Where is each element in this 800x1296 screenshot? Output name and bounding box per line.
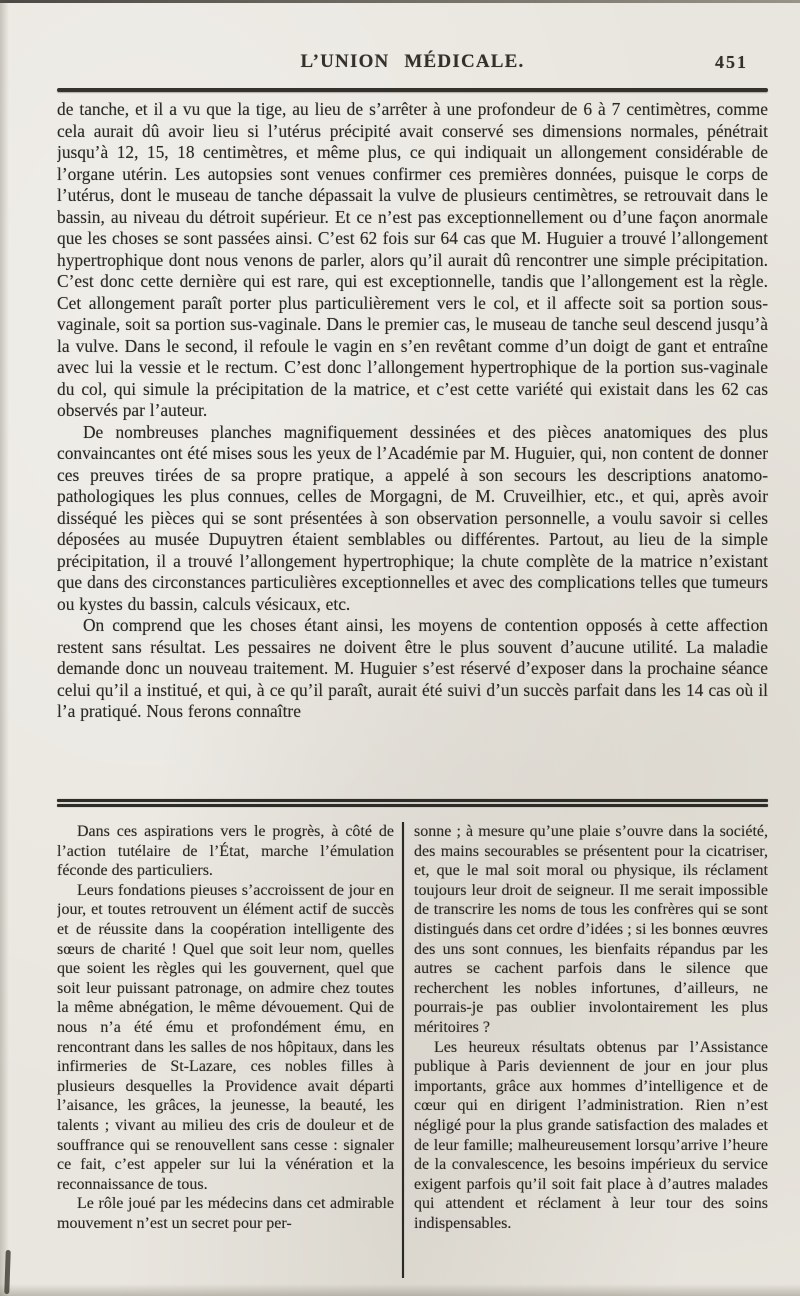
scan-edge-left (0, 0, 9, 1296)
left-column (57, 822, 394, 1278)
column-divider-rule (402, 822, 404, 1278)
article-paragraph: De nombreuses planches magnifiquement dessinées et des pièces anatomiques des plus convaincantes ont été mises sous les yeux de l’Académie par M. Huguier, qui, non content de donner ces preuves tirées de sa propre pratique, a appelé à son secours les descriptions anatomo-pathologiques les plus connues, celles de Morgagni, de M. Cruveilhier, etc., et qui, après avoir disséqué les pièces qui se sont présentées à son observation personnelle, a voulu savoir si celles déposées au musée Dupuytren étaient semblables ou différentes. Partout, au lieu de la simple précipitation, il a trouvé l’allongement hypertrophique; la chute complète de la matrice n’existant que dans des circonstances particulières exceptionnelles et avec des complications telles que tumeurs ou kystes du bassin, calculs vésicaux, etc. (57, 421, 768, 614)
column-paragraph: Leurs fondations pieuses s’accroissent de jour en jour, et toutes retrouvent un élément actif de succès et de réussite dans la coopération intelligente des sœurs de charité ! Quel que soit leur nom, quelles que soient les règles qui les gouvernent, quel que soit leur puissant patronage, on admire chez toutes la même abnégation, le même dévouement. Qui de nous n’a été ému et profondément ému, en rencontrant dans les salles de nos hôpitaux, dans les infirmeries de St-Lazare, ces nobles filles à plusieurs desquelles la Providence avait départi l’aisance, les grâces, la jeunesse, la beauté, les talents ; vivant au milieu des cris de douleur et de souffrance qui se renouvellent sans cesse : signaler ce fait, c’est appeler sur lui la vénération et la reconnaissance de tous. (57, 881, 394, 1193)
column-paragraph: Dans ces aspirations vers le progrès, à côté de l’action tutélaire de l’État, marche l’émulation féconde des particuliers. (57, 823, 394, 880)
journal-title: L’UNION MÉDICALE. (300, 51, 525, 72)
divider-rule-top-line (57, 799, 768, 802)
header-rule (57, 88, 768, 92)
right-column (414, 822, 768, 1278)
scan-edge-top (0, 0, 800, 3)
article-paragraph: On comprend que les choses étant ainsi, les moyens de contention opposés à cette affection restent sans résultat. Les pessaires ne doivent être le plus souvent d’aucune utilité. La maladie demande donc un nouveau traitement. M. Huguier s’est réservé d’exposer dans la prochaine séance celui qu’il a institué, et qui, à ce qu’il paraît, aurait été suivi d’un succès parfait dans les 14 cas où il l’a pratiqué. Nous ferons connaître (57, 615, 768, 721)
main-article (57, 99, 768, 797)
divider-rule-bottom-line (57, 804, 768, 807)
article-paragraph: de tanche, et il a vu que la tige, au lieu de s’arrêter à une profondeur de 6 à 7 centimètres, comme cela aurait dû avoir lieu si l’utérus précipité avait conservé ses dimensions normales, pénétrait jusqu’à 12, 15, 18 centimètres, et même plus, ce qui indiquait un allongement considérable de l’organe utérin. Les autopsies sont venues confirmer ces premières données, puisque le corps de l’utérus, dont le museau de tanche dépassait la vulve de plusieurs centimètres, se retrouvait dans le bassin, au niveau du détroit supérieur. Et ce n’est pas exceptionnellement ou d’une façon anormale que les choses se sont passées ainsi. C’est 62 fois sur 64 cas que M. Huguier a trouvé l’allongement hypertrophique dont nous venons de parler, alors qu’il aurait dû rencontrer une simple précipitation. C’est donc cette dernière qui est rare, qui est exceptionnelle, tandis que l’allongement est la règle. Cet allongement paraît porter plus particulièrement vers le col, et il affecte soit sa portion sous-vaginale, soit sa portion sus-vaginale. Dans le premier cas, le museau de tanche seul descend jusqu’à la vulve. Dans le second, il refoule le vagin en s’en revêtant comme d’un doigt de gant et entraîne avec lui la vessie et le rectum. C’est donc l’allongement hypertrophique de la portion sus-vaginale du col, qui simule la précipitation de la matrice, et c’est cette variété qui existait dans les 62 cas observés par l’auteur. (57, 99, 768, 420)
feuilleton-section (57, 822, 768, 1278)
column-paragraph: sonne ; à mesure qu’une plaie s’ouvre dans la société, des mains secourables se présentent pour la cicatriser, et, que le mal soit moral ou physique, ils réclament toujours leur droit de seigneur. Il me serait impossible de transcrire les noms de tous les confrères qui se sont distingués dans cet ordre d’idées ; si les bonnes œuvres des uns sont connues, les bienfaits répandus par les autres se cachent parfois dans le silence que recherchent les nobles infortunes, d’ailleurs, ne pourrais-je pas oublier involontairement les plus méritoires ? (414, 823, 768, 1036)
page-header (57, 51, 768, 75)
column-paragraph: Le rôle joué par les médecins dans cet admirable mouvement n’est un secret pour per- (57, 1195, 394, 1232)
column-paragraph: Les heureux résultats obtenus par l’Assistance publique à Paris deviennent de jour en jour plus importants, grâce aux hommes d’intelligence et de cœur qui en dirigent l’administration. Rien n’est négligé pour la plus grande satisfaction des malades et de leur famille; malheureusement lorsqu’arrive l’heure de la convalescence, les besoins impérieux du service exigent parfois qu’il soit fait place à d’autres malades qui attendent et réclament à leur tour des soins indispensables. (414, 1038, 768, 1232)
scan-edge-bottom (0, 1284, 800, 1296)
page-number: 451 (715, 52, 748, 72)
section-divider-rule (57, 799, 768, 807)
